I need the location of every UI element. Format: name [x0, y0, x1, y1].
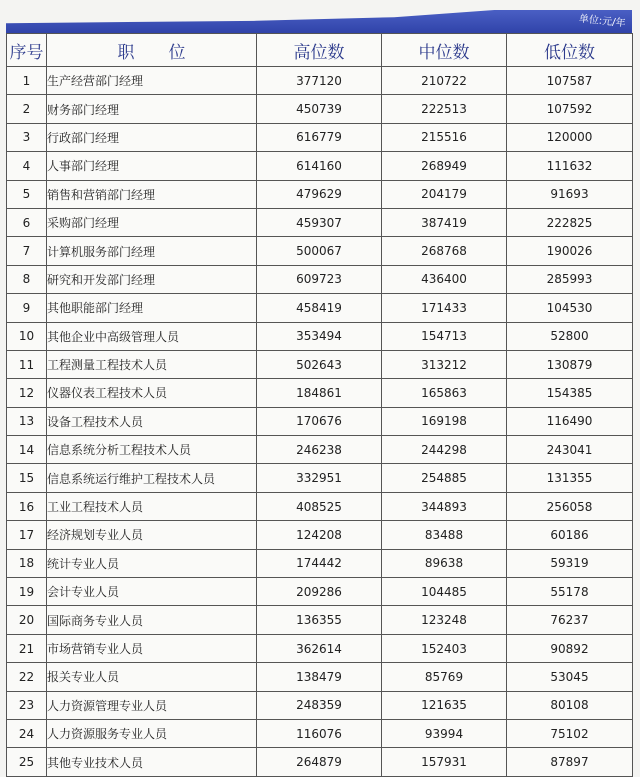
row-low: 60186	[507, 521, 633, 549]
table-row	[7, 350, 633, 378]
row-no: 15	[7, 464, 47, 492]
table-row	[7, 294, 633, 322]
row-position: 经济规划专业人员	[47, 521, 257, 549]
table-row	[7, 464, 633, 492]
table-row	[7, 407, 633, 435]
row-low: 90892	[507, 634, 633, 662]
row-high: 124208	[257, 521, 382, 549]
row-no: 13	[7, 407, 47, 435]
row-mid: 436400	[382, 265, 507, 293]
row-no: 19	[7, 578, 47, 606]
row-high: 377120	[257, 67, 382, 95]
row-low: 154385	[507, 379, 633, 407]
row-mid: 169198	[382, 407, 507, 435]
row-position: 其他专业技术人员	[47, 748, 257, 776]
row-position: 人力资源服务专业人员	[47, 719, 257, 747]
row-mid: 93994	[382, 719, 507, 747]
row-low: 256058	[507, 492, 633, 520]
row-low: 91693	[507, 180, 633, 208]
table-row	[7, 180, 633, 208]
header-band	[6, 10, 632, 34]
table-row	[7, 492, 633, 520]
row-mid: 210722	[382, 67, 507, 95]
row-high: 332951	[257, 464, 382, 492]
row-position: 行政部门经理	[47, 123, 257, 151]
col-header-mid: 中位数	[382, 34, 507, 67]
row-high: 353494	[257, 322, 382, 350]
row-mid: 83488	[382, 521, 507, 549]
col-header-low: 低位数	[507, 34, 633, 67]
row-mid: 313212	[382, 350, 507, 378]
table-row	[7, 578, 633, 606]
table-row	[7, 606, 633, 634]
row-high: 450739	[257, 95, 382, 123]
table-row	[7, 265, 633, 293]
row-position: 生产经营部门经理	[47, 67, 257, 95]
row-low: 59319	[507, 549, 633, 577]
row-mid: 244298	[382, 436, 507, 464]
row-low: 120000	[507, 123, 633, 151]
row-high: 458419	[257, 294, 382, 322]
row-high: 246238	[257, 436, 382, 464]
row-high: 614160	[257, 152, 382, 180]
table-row	[7, 379, 633, 407]
table-row	[7, 152, 633, 180]
row-low: 116490	[507, 407, 633, 435]
row-low: 75102	[507, 719, 633, 747]
row-high: 408525	[257, 492, 382, 520]
row-high: 362614	[257, 634, 382, 662]
row-no: 17	[7, 521, 47, 549]
row-position: 市场营销专业人员	[47, 634, 257, 662]
row-high: 248359	[257, 691, 382, 719]
row-high: 136355	[257, 606, 382, 634]
row-position: 销售和营销部门经理	[47, 180, 257, 208]
row-high: 116076	[257, 719, 382, 747]
table-row	[7, 123, 633, 151]
row-mid: 215516	[382, 123, 507, 151]
row-no: 25	[7, 748, 47, 776]
row-mid: 344893	[382, 492, 507, 520]
row-low: 243041	[507, 436, 633, 464]
row-no: 16	[7, 492, 47, 520]
row-high: 184861	[257, 379, 382, 407]
row-mid: 89638	[382, 549, 507, 577]
row-low: 104530	[507, 294, 633, 322]
row-no: 14	[7, 436, 47, 464]
row-mid: 171433	[382, 294, 507, 322]
row-low: 111632	[507, 152, 633, 180]
row-mid: 85769	[382, 663, 507, 691]
row-mid: 268949	[382, 152, 507, 180]
row-mid: 222513	[382, 95, 507, 123]
row-position: 会计专业人员	[47, 578, 257, 606]
row-high: 459307	[257, 208, 382, 236]
row-high: 138479	[257, 663, 382, 691]
row-position: 信息系统分析工程技术人员	[47, 436, 257, 464]
row-no: 2	[7, 95, 47, 123]
row-mid: 123248	[382, 606, 507, 634]
row-position: 财务部门经理	[47, 95, 257, 123]
row-position: 工程测量工程技术人员	[47, 350, 257, 378]
row-high: 502643	[257, 350, 382, 378]
col-header-no: 序号	[7, 34, 47, 67]
row-position: 人力资源管理专业人员	[47, 691, 257, 719]
row-no: 20	[7, 606, 47, 634]
table-row	[7, 663, 633, 691]
row-mid: 152403	[382, 634, 507, 662]
row-no: 21	[7, 634, 47, 662]
row-high: 174442	[257, 549, 382, 577]
row-low: 285993	[507, 265, 633, 293]
row-mid: 165863	[382, 379, 507, 407]
row-high: 609723	[257, 265, 382, 293]
table-row	[7, 748, 633, 776]
row-mid: 157931	[382, 748, 507, 776]
table-row	[7, 67, 633, 95]
row-low: 53045	[507, 663, 633, 691]
salary-table	[6, 33, 633, 777]
row-high: 500067	[257, 237, 382, 265]
table-row	[7, 634, 633, 662]
table-row	[7, 95, 633, 123]
row-high: 264879	[257, 748, 382, 776]
row-no: 18	[7, 549, 47, 577]
row-low: 52800	[507, 322, 633, 350]
row-position: 信息系统运行维护工程技术人员	[47, 464, 257, 492]
row-position: 其他职能部门经理	[47, 294, 257, 322]
row-mid: 154713	[382, 322, 507, 350]
table-row	[7, 208, 633, 236]
table-row	[7, 691, 633, 719]
row-no: 12	[7, 379, 47, 407]
row-low: 80108	[507, 691, 633, 719]
row-mid: 104485	[382, 578, 507, 606]
table-row	[7, 719, 633, 747]
col-header-high: 高位数	[257, 34, 382, 67]
row-low: 222825	[507, 208, 633, 236]
row-no: 8	[7, 265, 47, 293]
row-no: 9	[7, 294, 47, 322]
row-position: 仪器仪表工程技术人员	[47, 379, 257, 407]
row-mid: 121635	[382, 691, 507, 719]
row-no: 22	[7, 663, 47, 691]
header-row	[7, 34, 633, 67]
row-mid: 254885	[382, 464, 507, 492]
row-no: 1	[7, 67, 47, 95]
row-no: 11	[7, 350, 47, 378]
table-row	[7, 436, 633, 464]
row-no: 3	[7, 123, 47, 151]
table-row	[7, 237, 633, 265]
row-low: 107592	[507, 95, 633, 123]
row-position: 人事部门经理	[47, 152, 257, 180]
row-position: 统计专业人员	[47, 549, 257, 577]
row-position: 国际商务专业人员	[47, 606, 257, 634]
row-low: 107587	[507, 67, 633, 95]
row-no: 7	[7, 237, 47, 265]
table-row	[7, 521, 633, 549]
row-no: 24	[7, 719, 47, 747]
row-high: 170676	[257, 407, 382, 435]
row-no: 4	[7, 152, 47, 180]
row-mid: 387419	[382, 208, 507, 236]
row-high: 479629	[257, 180, 382, 208]
row-position: 报关专业人员	[47, 663, 257, 691]
row-low: 130879	[507, 350, 633, 378]
row-position: 其他企业中高级管理人员	[47, 322, 257, 350]
row-mid: 204179	[382, 180, 507, 208]
row-position: 计算机服务部门经理	[47, 237, 257, 265]
row-mid: 268768	[382, 237, 507, 265]
table-row	[7, 549, 633, 577]
row-no: 5	[7, 180, 47, 208]
row-high: 616779	[257, 123, 382, 151]
row-low: 190026	[507, 237, 633, 265]
table-row	[7, 322, 633, 350]
row-no: 23	[7, 691, 47, 719]
row-position: 设备工程技术人员	[47, 407, 257, 435]
row-low: 87897	[507, 748, 633, 776]
row-no: 10	[7, 322, 47, 350]
row-high: 209286	[257, 578, 382, 606]
row-position: 采购部门经理	[47, 208, 257, 236]
col-header-position: 职 位	[47, 34, 257, 67]
row-no: 6	[7, 208, 47, 236]
row-position: 工业工程技术人员	[47, 492, 257, 520]
row-low: 55178	[507, 578, 633, 606]
unit-label: 单位:元/年	[578, 13, 627, 30]
row-low: 131355	[507, 464, 633, 492]
row-low: 76237	[507, 606, 633, 634]
row-position: 研究和开发部门经理	[47, 265, 257, 293]
